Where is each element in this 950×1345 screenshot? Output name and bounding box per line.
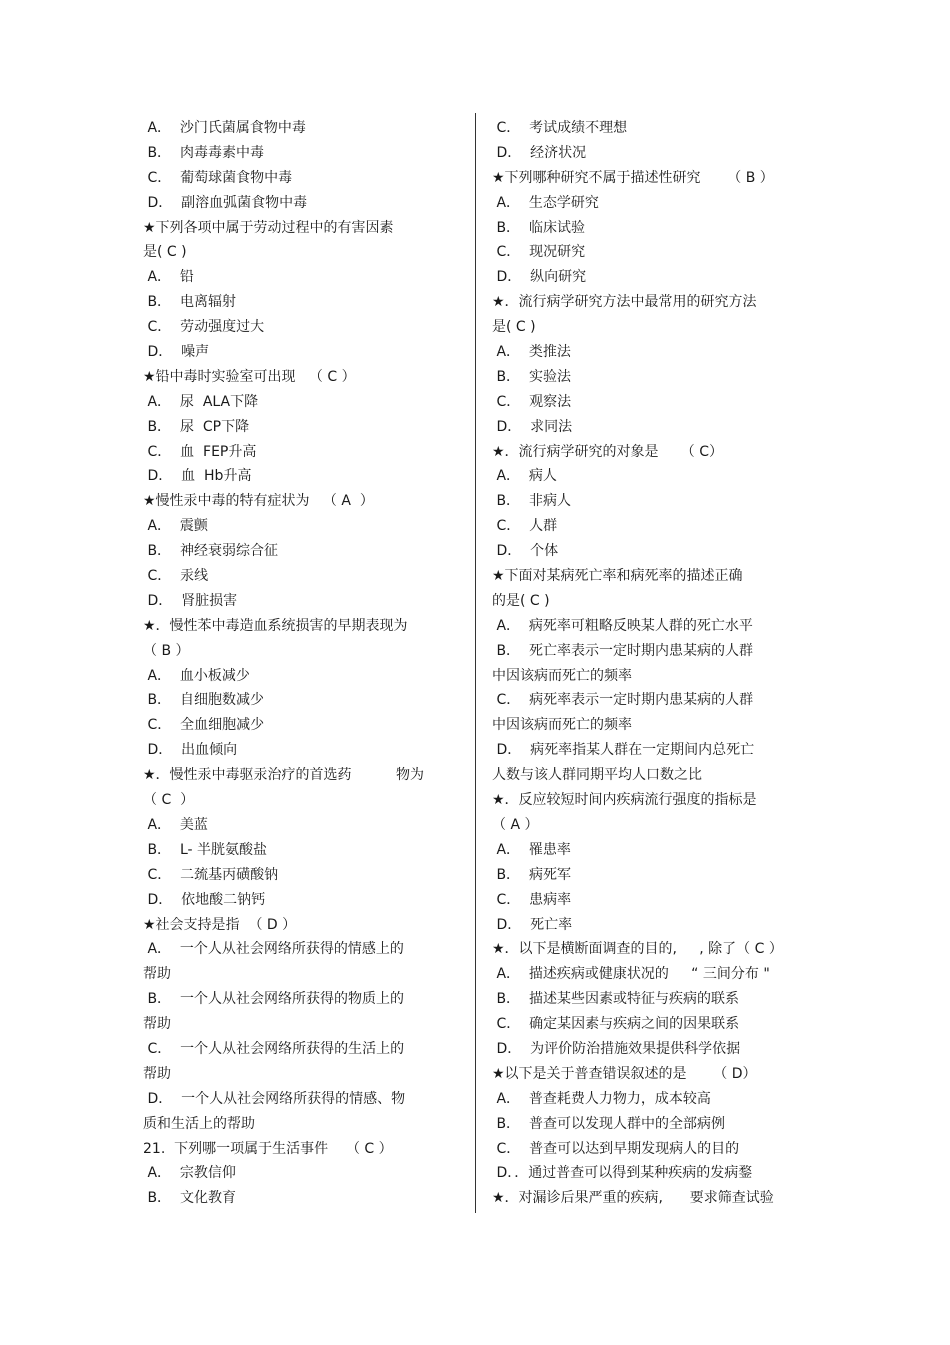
text-line: B． L- 半胱氨酸盐 <box>143 841 268 858</box>
text-line: D． 依地酸二钠钙 <box>143 891 266 908</box>
text-line: D．．通过普查可以得到某种疾病的发病鍪 <box>492 1165 753 1182</box>
text-line: （ C ） <box>143 792 195 809</box>
text-line: B． 尿 CP下降 <box>143 418 250 435</box>
text-line: ★．流行病学研究方法中最常用的研究方法 <box>492 294 757 311</box>
right-column <box>492 116 812 1211</box>
text-line: ★铅中毒时实验室可出现 （ C ） <box>143 368 356 385</box>
text-line: 中因该病而死亡的频率 <box>492 717 632 734</box>
text-line: C． 二巯基丙磺酸钠 <box>143 866 279 883</box>
text-line: A． 病死率可粗略反映某人群的死亡水平 <box>492 617 753 634</box>
text-line: A． 宗教信仰 <box>143 1165 236 1182</box>
text-line: B． 神经衰弱综合征 <box>143 543 278 560</box>
text-line: D． 为评价防治措施效果提供科学依据 <box>492 1040 741 1057</box>
text-line: ★．慢性汞中毒驱汞治疗的首选药 物为 <box>143 767 425 784</box>
text-line: A． 震颤 <box>143 518 208 535</box>
text-line: ★下列各项中属于劳动过程中的有害因素 <box>143 219 394 236</box>
text-line: A． 血小板减少 <box>143 667 250 684</box>
text-line: C． 现况研究 <box>492 244 586 261</box>
text-line: A． 尿 ALA下降 <box>143 393 259 410</box>
text-line: 人数与该人群同期平均人口数之比 <box>492 767 702 784</box>
text-line: C． 一个人从社会网络所获得的生活上的 <box>143 1040 405 1057</box>
text-line: B． 临床试验 <box>492 219 585 236</box>
text-line: B． 肉毒毒素中毒 <box>143 144 264 161</box>
text-line: A． 描述疾病或健康状况的 “ 三间分布 " <box>492 966 770 983</box>
text-line: ★慢性汞中毒的特有症状为 （ A ） <box>143 493 374 510</box>
text-line: 中因该病而死亡的频率 <box>492 667 632 684</box>
text-line: D． 经济状况 <box>492 144 587 161</box>
text-line: B． 电离辐射 <box>143 294 236 311</box>
text-line: A． 一个人从社会网络所获得的情感上的 <box>143 941 404 958</box>
text-line: 质和生活上的帮助 <box>143 1115 255 1132</box>
text-line: （ B ） <box>143 642 190 659</box>
text-line: C． 全血细胞减少 <box>143 717 265 734</box>
text-line: B． 自细胞数减少 <box>143 692 264 709</box>
text-line: B． 实验法 <box>492 368 571 385</box>
text-line: C． 病死率表示一定时期内患某病的人群 <box>492 692 754 709</box>
text-line: C． 普查可以达到早期发现病人的目的 <box>492 1140 740 1157</box>
text-line: 帮助 <box>143 1016 171 1033</box>
text-line: ★．慢性苯中毒造血系统损害的早期表现为 <box>143 617 408 634</box>
text-line: 的是( C ) <box>492 592 550 609</box>
text-line: ★．反应较短时间内疾病流行强度的指标是 <box>492 792 757 809</box>
text-line: ★下列哪种研究不属于描述性研究 （ B ） <box>492 169 774 186</box>
text-line: ★．流行病学研究的对象是 （ C） <box>492 443 724 460</box>
text-line: A． 沙门氏菌属食物中毒 <box>143 120 306 136</box>
text-line: ★社会支持是指 （ D ） <box>143 916 297 933</box>
text-line: A． 罹患率 <box>492 841 571 858</box>
text-line: A． 生态学研究 <box>492 194 599 211</box>
left-column <box>143 116 461 1211</box>
text-line: B． 死亡率表示一定时期内患某病的人群 <box>492 642 753 659</box>
text-line: ★下面对某病死亡率和病死率的描述正确 <box>492 568 743 585</box>
text-line: （ A ） <box>492 816 539 833</box>
text-line: ★．对漏诊后果严重的疾病, 要求筛查试验 <box>492 1190 774 1207</box>
column-divider <box>475 113 476 1213</box>
text-line: A． 类推法 <box>492 344 571 361</box>
text-line: C． 观察法 <box>492 393 572 410</box>
text-line: B． 文化教育 <box>143 1190 236 1207</box>
text-line: A． 病人 <box>492 468 557 485</box>
text-line: C． 葡萄球菌食物中毒 <box>143 169 293 186</box>
text-line: 是( C ) <box>143 244 187 261</box>
text-line: D． 噪声 <box>143 344 210 361</box>
text-line: 是( C ) <box>492 319 536 336</box>
text-line: C． 劳动强度过大 <box>143 319 265 336</box>
text-line: B． 非病人 <box>492 493 571 510</box>
text-line: C． 考试成绩不理想 <box>492 120 628 136</box>
text-line: D． 死亡率 <box>492 916 573 933</box>
text-line: 21. 下列哪一项属于生活事件 （ C ） <box>143 1140 393 1157</box>
text-line: B． 一个人从社会网络所获得的物质上的 <box>143 991 404 1008</box>
text-line: C． 血 FEP升高 <box>143 443 257 460</box>
text-line: B． 普查可以发现人群中的全部病例 <box>492 1115 725 1132</box>
text-line: B． 病死军 <box>492 866 571 883</box>
text-line: D． 一个人从社会网络所获得的情感、物 <box>143 1090 406 1107</box>
text-line: A． 普查耗费人力物力，成本较高 <box>492 1090 711 1107</box>
text-line: D． 肾脏损害 <box>143 592 238 609</box>
text-line: C． 确定某因素与疾病之间的因果联系 <box>492 1016 740 1033</box>
text-line: 帮助 <box>143 1065 171 1082</box>
text-line: D． 病死率指某人群在一定期间内总死亡 <box>492 742 755 759</box>
text-line: 帮助 <box>143 966 171 983</box>
text-line: C． 汞线 <box>143 568 209 585</box>
text-line: ★以下是关于普查错误叙述的是 （ D） <box>492 1065 757 1082</box>
text-line: D． 血 Hb升高 <box>143 468 252 485</box>
text-line: C． 患病率 <box>492 891 572 908</box>
text-line: B． 描述某些因素或特征与疾病的联系 <box>492 991 739 1008</box>
text-line: D． 出血倾向 <box>143 742 238 759</box>
text-line: ★．以下是横断面调查的目的, , 除了（ C ） <box>492 941 783 958</box>
text-line: D． 纵向研究 <box>492 269 587 286</box>
text-line: D． 求同法 <box>492 418 573 435</box>
text-line: D． 个体 <box>492 543 559 560</box>
text-line: D． 副溶血弧菌食物中毒 <box>143 194 308 211</box>
text-line: A． 美蓝 <box>143 816 208 833</box>
text-line: C． 人群 <box>492 518 558 535</box>
text-line: A． 铅 <box>143 269 194 286</box>
